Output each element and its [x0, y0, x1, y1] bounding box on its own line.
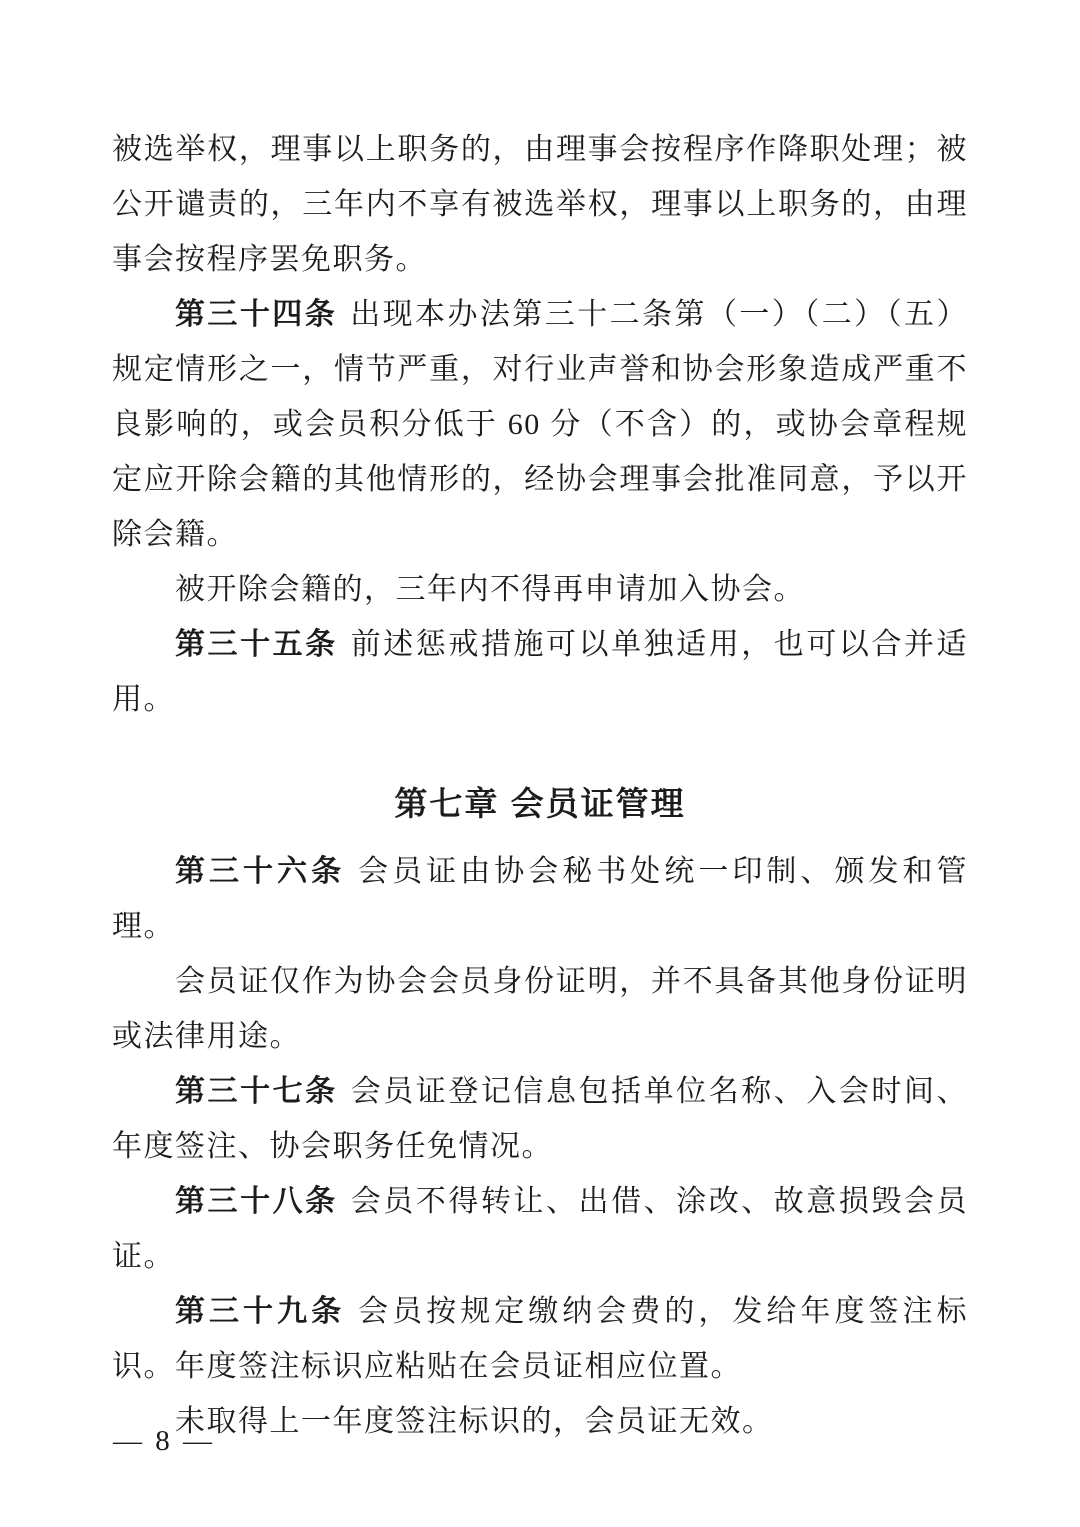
- article-number-label: 第三十五条: [175, 628, 338, 661]
- paragraph: [112, 844, 968, 954]
- article-number-label: 第三十六条: [175, 855, 346, 888]
- paragraph: [112, 287, 968, 562]
- article-number-label: 第三十七条: [175, 1075, 338, 1108]
- paragraph-text: 会员证由协会秘书处统一印制、颁发和管理。: [112, 855, 969, 943]
- paragraph-text: 第七章 会员证管理: [394, 785, 686, 822]
- paragraph-text: 未取得上一年度签注标识的，会员证无效。: [175, 1405, 774, 1438]
- paragraph: [112, 562, 968, 617]
- article-number-label: 第三十八条: [175, 1185, 338, 1218]
- document-body: [112, 122, 968, 1449]
- paragraph-text: 出现本办法第三十二条第（一）（二）（五）规定情形之一，情节严重，对行业声誉和协会形象造成严重不良影响的，或会员积分低于 60 分（不含）的，或协会章程规定应开除会籍的其他情形的，经协会理事会批准同意，予以开除会籍。: [112, 298, 968, 551]
- paragraph-text: 会员证登记信息包括单位名称、入会时间、年度签注、协会职务任免情况。: [112, 1075, 969, 1163]
- paragraph: [112, 1284, 968, 1394]
- chapter-heading: [112, 776, 968, 831]
- page-number: — 8 —: [113, 1425, 215, 1457]
- paragraph-text: 被选举权，理事以上职务的，由理事会按程序作降职处理；被公开谴责的，三年内不享有被选举权，理事以上职务的，由理事会按程序罢免职务。: [112, 133, 968, 276]
- article-number-label: 第三十九条: [175, 1295, 346, 1328]
- page-footer: [113, 1414, 215, 1469]
- article-number-label: 第三十四条: [175, 298, 338, 331]
- paragraph: [112, 1394, 968, 1449]
- paragraph-text: 前述惩戒措施可以单独适用，也可以合并适用。: [112, 628, 969, 716]
- paragraph: [112, 1174, 968, 1284]
- paragraph-text: 会员不得转让、出借、涂改、故意损毁会员证。: [112, 1185, 969, 1273]
- paragraph-text: 会员按规定缴纳会费的，发给年度签注标识。年度签注标识应粘贴在会员证相应位置。: [112, 1295, 969, 1383]
- paragraph-text: 会员证仅作为协会会员身份证明，并不具备其他身份证明或法律用途。: [112, 965, 968, 1053]
- paragraph: [112, 122, 968, 287]
- paragraph-text: 被开除会籍的，三年内不得再申请加入协会。: [175, 573, 805, 606]
- paragraph: [112, 1064, 968, 1174]
- paragraph: [112, 617, 968, 727]
- paragraph: [112, 954, 968, 1064]
